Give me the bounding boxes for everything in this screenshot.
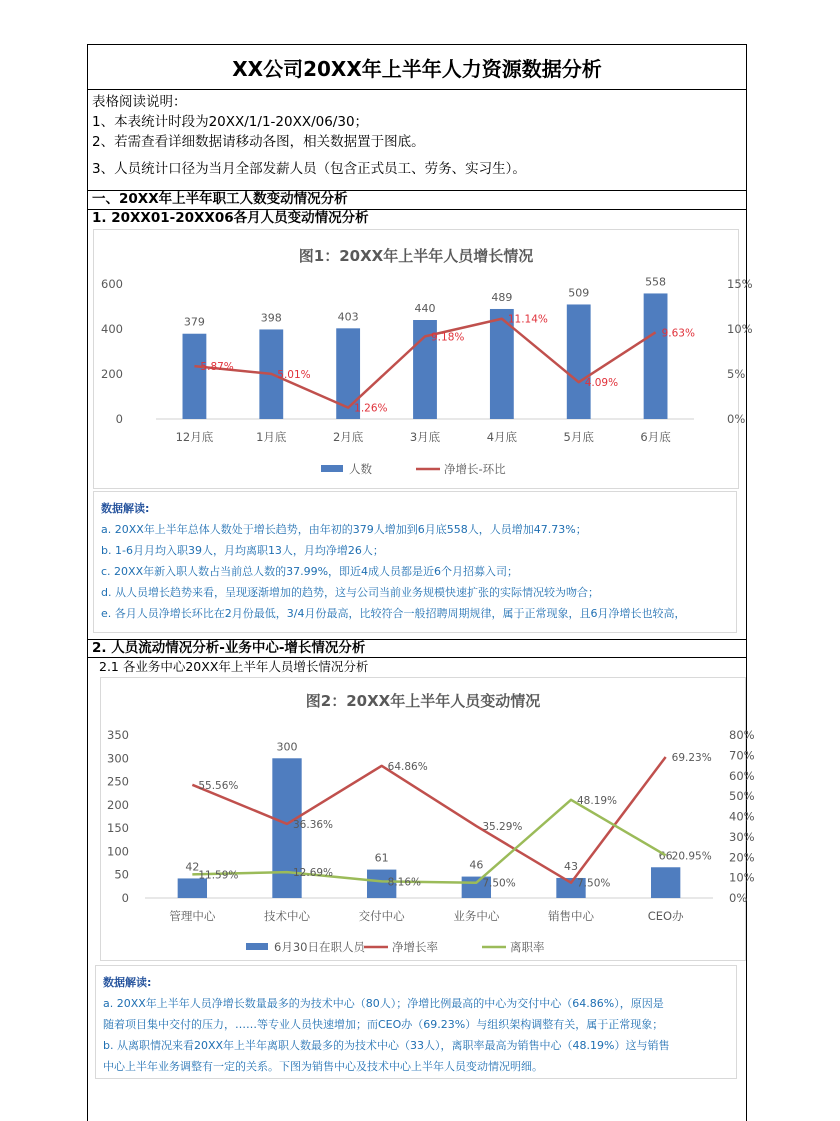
- x-tick-label: 销售中心: [548, 909, 594, 923]
- x-tick-label: CEO办: [647, 909, 684, 923]
- line-data-label: 64.86%: [387, 760, 428, 773]
- legend-label: 人数: [349, 462, 372, 476]
- interpretation1-line: b. 1-6月月均入职39人，月均离职13人，月均净增26人；: [101, 544, 384, 557]
- x-tick-label: 业务中心: [453, 909, 500, 923]
- bar-data-label: 61: [374, 851, 389, 865]
- y2-tick-label: 5%: [727, 367, 746, 381]
- notes-line: 3、人员统计口径为当月全部发薪人员（包含正式员工、劳务、实习生）。: [92, 161, 526, 177]
- y-tick-label: 150: [107, 821, 129, 836]
- y2-tick-label: 40%: [729, 809, 755, 824]
- interpretation2-line: 中心上半年业务调整有一定的关系。下图为销售中心及技术中心上半年人员变动情况明细。: [103, 1060, 543, 1073]
- page-title: XX公司20XX年上半年人力资源数据分析: [88, 45, 746, 90]
- line-data-label: 35.29%: [482, 821, 523, 834]
- bar-data-label: 558: [645, 275, 667, 289]
- series-line: [192, 800, 665, 883]
- x-tick-label: 技术中心: [264, 909, 310, 923]
- y2-tick-label: 0%: [729, 891, 748, 905]
- line-data-label: 7.50%: [577, 877, 611, 890]
- y-tick-label: 200: [107, 797, 129, 812]
- bar-data-label: 403: [337, 310, 359, 324]
- series-line: [192, 757, 665, 883]
- interpretation1: [93, 491, 737, 633]
- y2-tick-label: 70%: [729, 748, 755, 763]
- x-tick-label: 5月底: [563, 430, 594, 444]
- y-tick-label: 50: [114, 867, 129, 882]
- section1-subtitle: 1. 20XX01-20XX06各月人员变动情况分析: [88, 209, 746, 227]
- line-data-label: 9.63%: [661, 327, 695, 340]
- interpretation1-line: a. 20XX年上半年总体人数处于增长趋势，由年初的379人增加到6月底558人，人员增加47.73%；: [101, 523, 587, 536]
- bar: [644, 293, 668, 419]
- y-tick-label: 600: [101, 277, 123, 291]
- bar-data-label: 379: [183, 315, 205, 329]
- line-data-label: 4.09%: [584, 377, 619, 390]
- x-tick-label: 交付中心: [358, 909, 405, 923]
- y2-tick-label: 80%: [729, 728, 755, 742]
- chart1[interactable]: [93, 229, 753, 489]
- x-tick-label: 2月底: [332, 430, 364, 444]
- legend-label: 净增长率: [392, 940, 438, 954]
- y-tick-label: 0: [121, 891, 129, 905]
- interpretation1-line: e. 各月人员净增长环比在2月份最低，3/4月份最高，比较符合一般招聘周期规律，属于正常现象，且6月净增长也较高，: [101, 607, 686, 620]
- y-tick-label: 100: [107, 844, 129, 859]
- line-data-label: 12.69%: [293, 867, 334, 880]
- worksheet: [87, 44, 755, 1121]
- y2-tick-label: 10%: [727, 322, 753, 336]
- line-data-label: 7.50%: [482, 877, 516, 890]
- bar-data-label: 489: [491, 290, 513, 304]
- line-data-label: 1.26%: [354, 402, 388, 415]
- interpretation2-line: 随着项目集中交付的压力，……等专业人员快速增加；而CEO办（69.23%）与组织架构调整有关，属于正常现象；: [103, 1018, 664, 1031]
- y2-tick-label: 30%: [729, 829, 755, 844]
- chart2-svg: [101, 678, 755, 960]
- bar-data-label: 46: [469, 858, 484, 872]
- y2-tick-label: 60%: [729, 768, 755, 783]
- interpretation1-line: c. 20XX年新入职人数占当前总人数的37.99%，即近4成人员都是近6个月招募入司；: [101, 565, 519, 578]
- chart1-svg: [94, 230, 753, 488]
- notes-line: 1、本表统计时段为20XX/1/1-20XX/06/30；: [92, 114, 369, 130]
- line-data-label: 36.36%: [293, 818, 334, 831]
- line-data-label: 69.23%: [671, 751, 712, 764]
- notes-heading: 表格阅读说明：: [92, 94, 187, 110]
- legend-label: 离职率: [510, 940, 545, 954]
- y-tick-label: 300: [107, 751, 129, 766]
- line-data-label: 9.18%: [431, 331, 465, 344]
- y-tick-label: 400: [101, 322, 123, 336]
- x-tick-label: 12月底: [175, 430, 214, 444]
- x-tick-label: 4月底: [486, 430, 518, 444]
- bar-data-label: 42: [185, 860, 200, 874]
- y2-tick-label: 15%: [727, 277, 753, 291]
- reading-notes: [92, 92, 742, 179]
- y2-tick-label: 50%: [729, 789, 755, 804]
- chart-title: 图1：20XX年上半年人员增长情况: [298, 247, 534, 265]
- y-tick-label: 350: [107, 728, 129, 742]
- interpretation2-head: 数据解读:: [103, 976, 152, 989]
- y2-tick-label: 20%: [729, 850, 755, 865]
- line-data-label: 55.56%: [198, 779, 239, 792]
- line-data-label: 5.01%: [277, 368, 311, 381]
- bar: [183, 334, 207, 419]
- interpretation2: [95, 965, 737, 1079]
- bar-data-label: 440: [414, 302, 436, 315]
- y-tick-label: 250: [107, 774, 129, 789]
- bar-data-label: 509: [568, 286, 590, 300]
- chart-title: 图2：20XX年上半年人员变动情况: [305, 692, 541, 710]
- interpretation1-head: 数据解读:: [101, 502, 150, 515]
- y-tick-label: 0: [115, 412, 123, 426]
- y2-tick-label: 0%: [727, 412, 746, 426]
- line-data-label: 11.59%: [198, 869, 239, 882]
- bar-data-label: 43: [564, 859, 578, 873]
- section1-title: 一、20XX年上半年职工人数变动情况分析: [88, 190, 746, 208]
- bar: [567, 304, 591, 419]
- line-data-label: 48.19%: [577, 794, 618, 807]
- notes-line: 2、若需查看详细数据请移动各图，相关数据置于图底。: [92, 134, 425, 150]
- bar-data-label: 398: [260, 311, 282, 325]
- section2-subtitle: 2.1 各业务中心20XX年上半年人员增长情况分析: [88, 657, 746, 675]
- chart2[interactable]: [100, 677, 755, 961]
- interpretation2-line: a. 20XX年上半年人员净增长数量最多的为技术中心（80人）；净增比例最高的中心为交付中心（64.86%），原因是: [103, 997, 664, 1010]
- legend-label: 6月30日在职人员: [274, 940, 365, 954]
- interpretation2-line: b. 从离职情况来看20XX年上半年离职人数最多的为技术中心（33人），离职率最高为销售中心（48.19%）这与销售: [103, 1039, 670, 1052]
- line-data-label: 20.95%: [671, 850, 712, 863]
- line-data-label: 5.87%: [200, 361, 234, 374]
- bar-data-label: 66: [658, 849, 673, 863]
- y2-tick-label: 10%: [729, 870, 755, 885]
- section2-title: 2. 人员流动情况分析-业务中心-增长情况分析: [88, 639, 746, 657]
- line-data-label: 11.14%: [507, 313, 548, 326]
- interpretation1-line: d. 从人员增长趋势来看，呈现逐渐增加的趋势，这与公司当前业务规模快速扩张的实际情况较为吻合；: [101, 586, 599, 599]
- x-tick-label: 3月底: [409, 430, 441, 444]
- legend-swatch: [246, 943, 268, 950]
- line-data-label: 8.16%: [387, 876, 422, 889]
- x-tick-label: 6月底: [640, 430, 671, 444]
- bar-data-label: 300: [276, 740, 298, 754]
- legend-label: 净增长-环比: [444, 462, 506, 476]
- x-tick-label: 1月底: [256, 430, 287, 444]
- legend-swatch: [321, 465, 343, 472]
- x-tick-label: 管理中心: [169, 909, 216, 923]
- bar: [651, 867, 680, 898]
- y-tick-label: 200: [101, 367, 123, 381]
